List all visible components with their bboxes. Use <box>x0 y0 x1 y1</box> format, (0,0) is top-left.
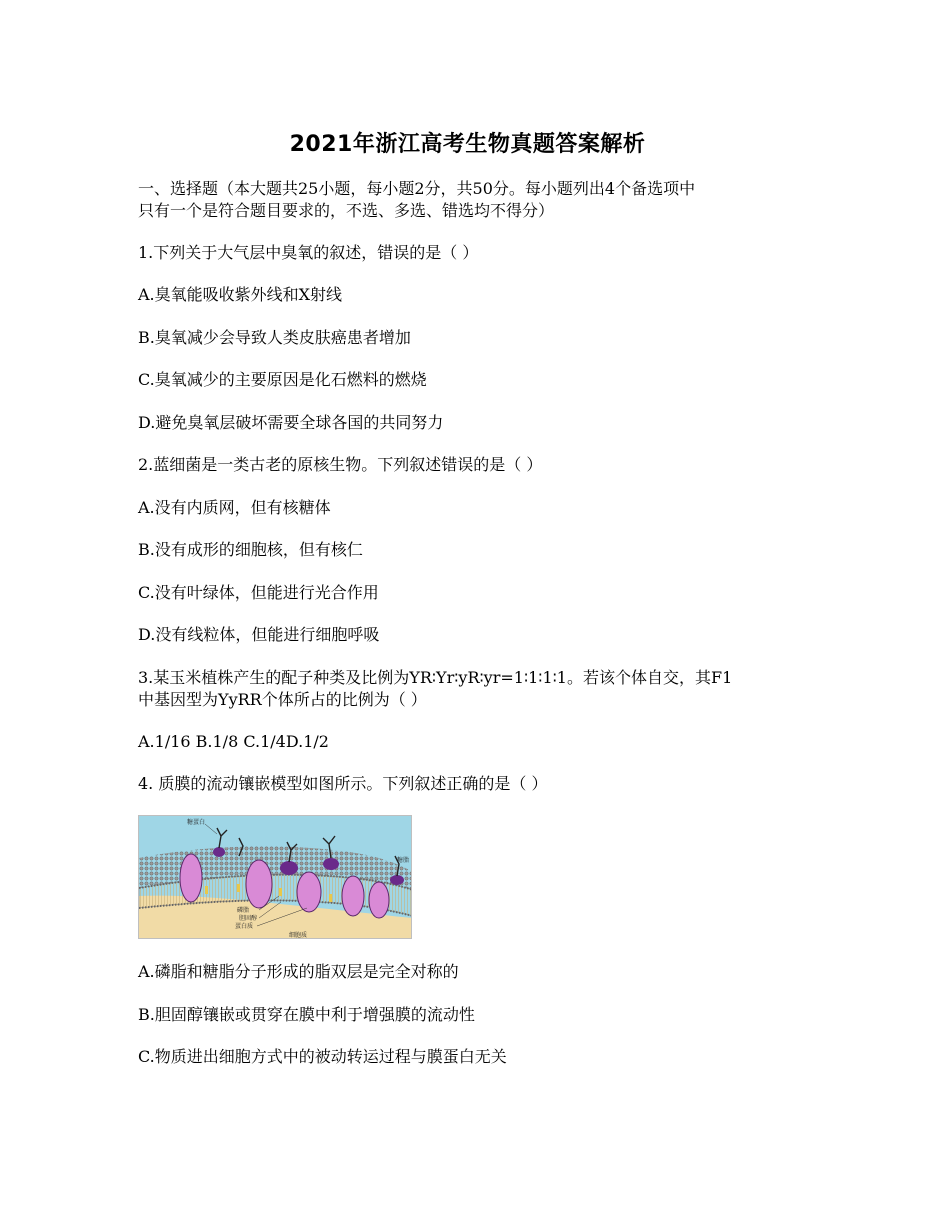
label-cholesterol: 胆固醇 <box>239 915 258 922</box>
q3-stem-line-2: 中基因型为YyRR个体所占的比例为（ ） <box>138 690 427 709</box>
label-glycolipid: 糖脂 <box>397 857 410 864</box>
q3-stem-line-1: 3.某玉米植株产生的配子种类及比例为YR∶Yr∶yR∶yr=1∶1∶1∶1。若该个体自交，其F1 <box>138 668 733 687</box>
page-title: 2021年浙江高考生物真题答案解析 <box>289 132 646 157</box>
q1-stem: 1.下列关于大气层中臭氧的叙述，错误的是（ ） <box>138 243 479 262</box>
q4-stem: 4. 质膜的流动镶嵌模型如图所示。下列叙述正确的是（ ） <box>138 774 548 793</box>
q2-option-a: A.没有内质网，但有核糖体 <box>138 498 331 517</box>
q1-option-d: D.避免臭氧层破坏需要全球各国的共同努力 <box>138 413 444 432</box>
label-phospholipid: 磷脂 <box>237 907 250 914</box>
q1-option-b: B.臭氧减少会导致人类皮肤癌患者增加 <box>138 328 411 347</box>
section-intro-line-1: 一、选择题（本大题共25小题，每小题2分，共50分。每小题列出4个备选项中 <box>138 179 696 198</box>
q4-option-a: A.磷脂和糖脂分子形成的脂双层是完全对称的 <box>138 962 459 981</box>
q2-option-c: C.没有叶绿体，但能进行光合作用 <box>138 583 379 602</box>
q1-option-c: C.臭氧减少的主要原因是化石燃料的燃烧 <box>138 370 427 389</box>
label-protein: 蛋白质 <box>235 923 254 930</box>
q2-stem: 2.蓝细菌是一类古老的原核生物。下列叙述错误的是（ ） <box>138 455 543 474</box>
q3-options: A.1/16 B.1/8 C.1/4D.1/2 <box>138 732 329 751</box>
q2-option-b: B.没有成形的细胞核，但有核仁 <box>138 540 363 559</box>
q1-option-a: A.臭氧能吸收紫外线和X射线 <box>138 285 343 304</box>
q2-option-d: D.没有线粒体，但能进行细胞呼吸 <box>138 625 380 644</box>
label-cytoplasm: 细胞质 <box>289 932 308 939</box>
label-glycoprotein: 糖蛋白 <box>187 819 206 826</box>
section-intro-line-2: 只有一个是符合题目要求的，不选、多选、错选均不得分） <box>138 201 555 220</box>
q4-option-b: B.胆固醇镶嵌或贯穿在膜中利于增强膜的流动性 <box>138 1005 475 1024</box>
membrane-model-figure <box>138 815 412 939</box>
membrane-model-illustration <box>139 816 412 939</box>
q4-option-c: C.物质进出细胞方式中的被动转运过程与膜蛋白无关 <box>138 1047 507 1066</box>
